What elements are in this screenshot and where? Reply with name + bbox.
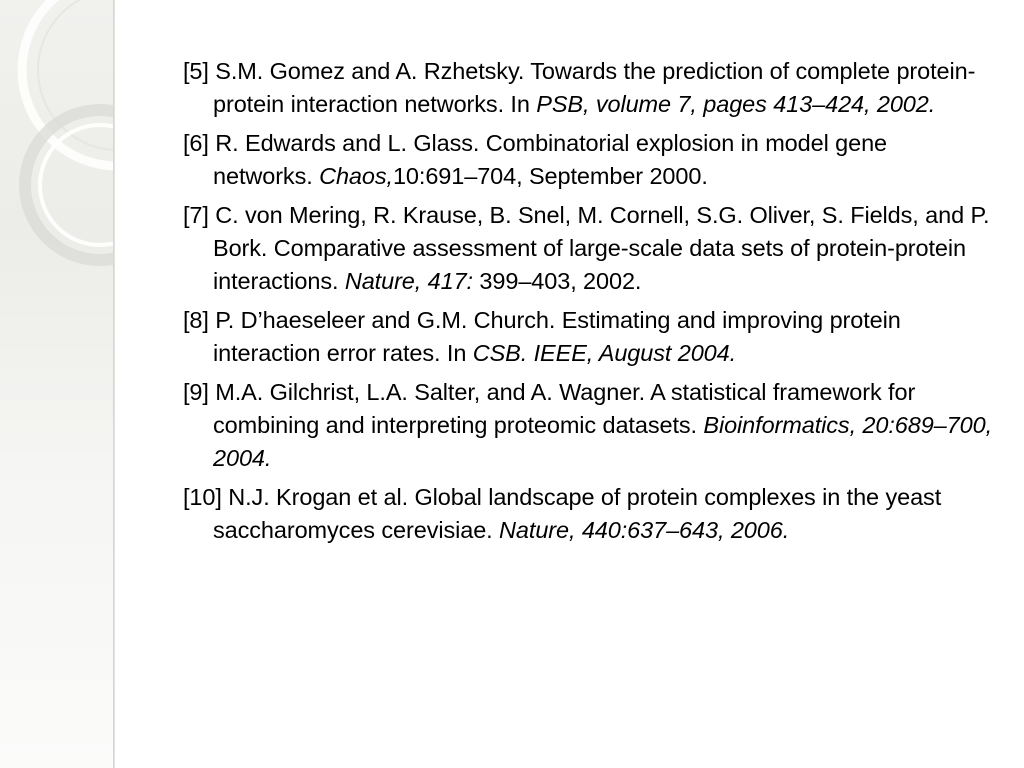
reference-item <box>183 199 993 298</box>
reference-venue: Nature, 440:637–643, 2006. <box>499 517 790 543</box>
reference-text: C. von Mering, R. Krause, B. Snel, M. Cornell, S.G. Oliver, S. Fields, and P. Bork. Comparative assessment of large-scale data sets of protein-protein interactions. <box>213 202 990 294</box>
reference-number: [7] <box>183 202 209 228</box>
reference-number: [5] <box>183 58 209 84</box>
reference-text: M.A. Gilchrist, L.A. Salter, and A. Wagner. A statistical framework for combining and interpreting proteomic datasets. <box>213 379 916 438</box>
decorative-rings <box>0 0 113 768</box>
reference-venue: CSB. IEEE, August 2004. <box>472 340 737 366</box>
reference-item <box>183 376 993 475</box>
reference-list <box>183 55 993 553</box>
reference-item <box>183 304 993 370</box>
reference-number: [9] <box>183 379 209 405</box>
reference-text: P. D’haeseleer and G.M. Church. Estimating and improving protein interaction error rates. In <box>213 307 901 366</box>
reference-item <box>183 127 993 193</box>
reference-venue: Bioinformatics, 20:689–700, 2004. <box>213 412 993 471</box>
reference-number: [6] <box>183 130 209 156</box>
reference-item <box>183 55 993 121</box>
reference-text: N.J. Krogan et al. Global landscape of protein complexes in the yeast saccharomyces cerevisiae. <box>213 484 942 543</box>
reference-venue: Nature, 417: <box>344 268 473 294</box>
reference-tail: 10:691–704, September 2000. <box>392 163 708 189</box>
reference-item <box>183 481 993 547</box>
reference-text: R. Edwards and L. Glass. Combinatorial explosion in model gene networks. <box>213 130 888 189</box>
reference-tail: 399–403, 2002. <box>472 268 642 294</box>
reference-text: S.M. Gomez and A. Rzhetsky. Towards the prediction of complete protein-protein interaction networks. In <box>213 58 976 117</box>
reference-number: [8] <box>183 307 209 333</box>
side-panel-edge <box>113 0 115 768</box>
reference-venue: Chaos, <box>319 163 393 189</box>
reference-number: [10] <box>183 484 222 510</box>
reference-venue: PSB, volume 7, pages 413–424, 2002. <box>536 91 936 117</box>
